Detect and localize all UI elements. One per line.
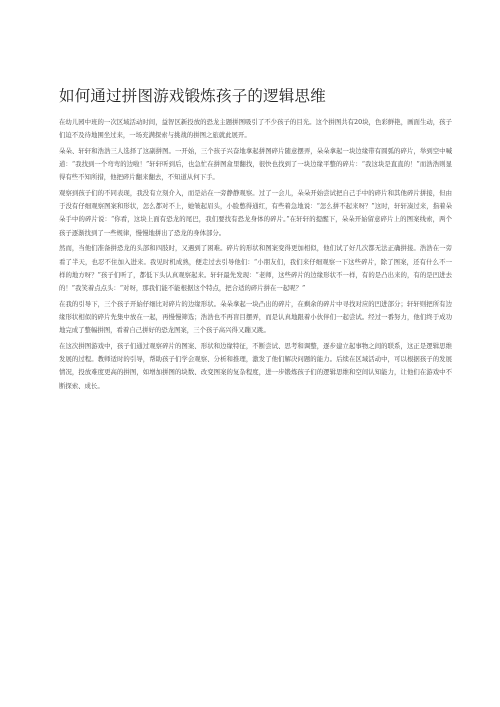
- document-body: [59, 116, 452, 393]
- paragraph-3: 观察到孩子们的不同表现，我没有立刻介入，而是站在一旁静静观察。过了一会儿，朵朵开始尝试把自己手中的碎片和其他碎片拼接，但由于没有仔细观察图案和形状，怎么都对不上，她皱起眉头，小脸憋得通红，有些着急地说：“怎么拼不起来呀？”这时，轩轩凑过来，指着朵朵手中的碎片说：“你看，这块上面有恐龙的尾巴，我们要找有恐龙身体的碎片。”在轩轩的提醒下，朵朵开始留意碎片上的图案线索，两个孩子逐渐找到了一些规律，慢慢地拼出了恐龙的身体部分。: [59, 188, 452, 237]
- document-title: 如何通过拼图游戏锻炼孩子的逻辑思维: [59, 87, 326, 105]
- paragraph-5: 在我的引导下，三个孩子开始仔细比对碎片的边缘形状。朵朵拿起一块凸出的碎片，在剩余的碎片中寻找对应的凹进部分；轩轩则把所有边缘形状相似的碎片先集中放在一起，再慢慢筛选；浩浩也不再盲目摆弄，而是认真地跟着小伙伴们一起尝试。经过一番努力，他们终于成功地完成了整幅拼图，看着自己拼好的恐龙图案，三个孩子高兴得又蹦又跳。: [59, 299, 452, 335]
- paragraph-1: 在幼儿园中班的一次区域活动时间，益智区新投放的恐龙主题拼图吸引了不少孩子的目光。这个拼图共有20块，色彩鲜艳，画面生动，孩子们迫不及待地围坐过来，一场充满探索与挑战的拼图之旅就此展开。: [59, 118, 452, 140]
- paragraph-2: 朵朵、轩轩和浩浩三人选择了这副拼图。一开始，三个孩子兴奋地拿起拼图碎片随意摆弄，朵朵拿起一块边缘带有圆弧的碎片，举到空中喊道：“我找到一个弯弯的边啦！”轩轩听到后，也急忙在拼图盒里翻找，很快也找到了一块边缘平整的碎片：“我这块是直直的！”而浩浩则显得有些不知所措，他把碎片翻来翻去，不知道从何下手。: [59, 146, 452, 182]
- paragraph-6: 在这次拼图游戏中，孩子们通过观察碎片的图案、形状和边缘特征，不断尝试、思考和调整，逐步建立起事物之间的联系，这正是逻辑思维发展的过程。教师适时的引导，帮助孩子们学会观察、分析和推理，激发了他们解决问题的能力。后续在区域活动中，可以根据孩子的发展情况，投放难度更高的拼图，如增加拼图的块数、改变图案的复杂程度，进一步锻炼孩子们的逻辑思维和空间认知能力，让他们在游戏中不断探索、成长。: [59, 341, 452, 390]
- paragraph-4: 然而，当他们准备拼恐龙的头部和四肢时，又遇到了困难。碎片的形状和图案变得更加相似，他们试了好几次都无法正确拼接。浩浩在一旁看了半天，也忍不住加入进来。我见时机成熟，便走过去引导他们：“小朋友们，我们来仔细观察一下这些碎片，除了图案，还有什么不一样的地方呀？”孩子们听了，都低下头认真观察起来。轩轩最先发现：“老师，这些碎片的边缘形状不一样，有的是凸出来的，有的是凹进去的！”我笑着点点头：“对呀，那我们能不能根据这个特点，把合适的碎片拼在一起呢？”: [59, 244, 452, 293]
